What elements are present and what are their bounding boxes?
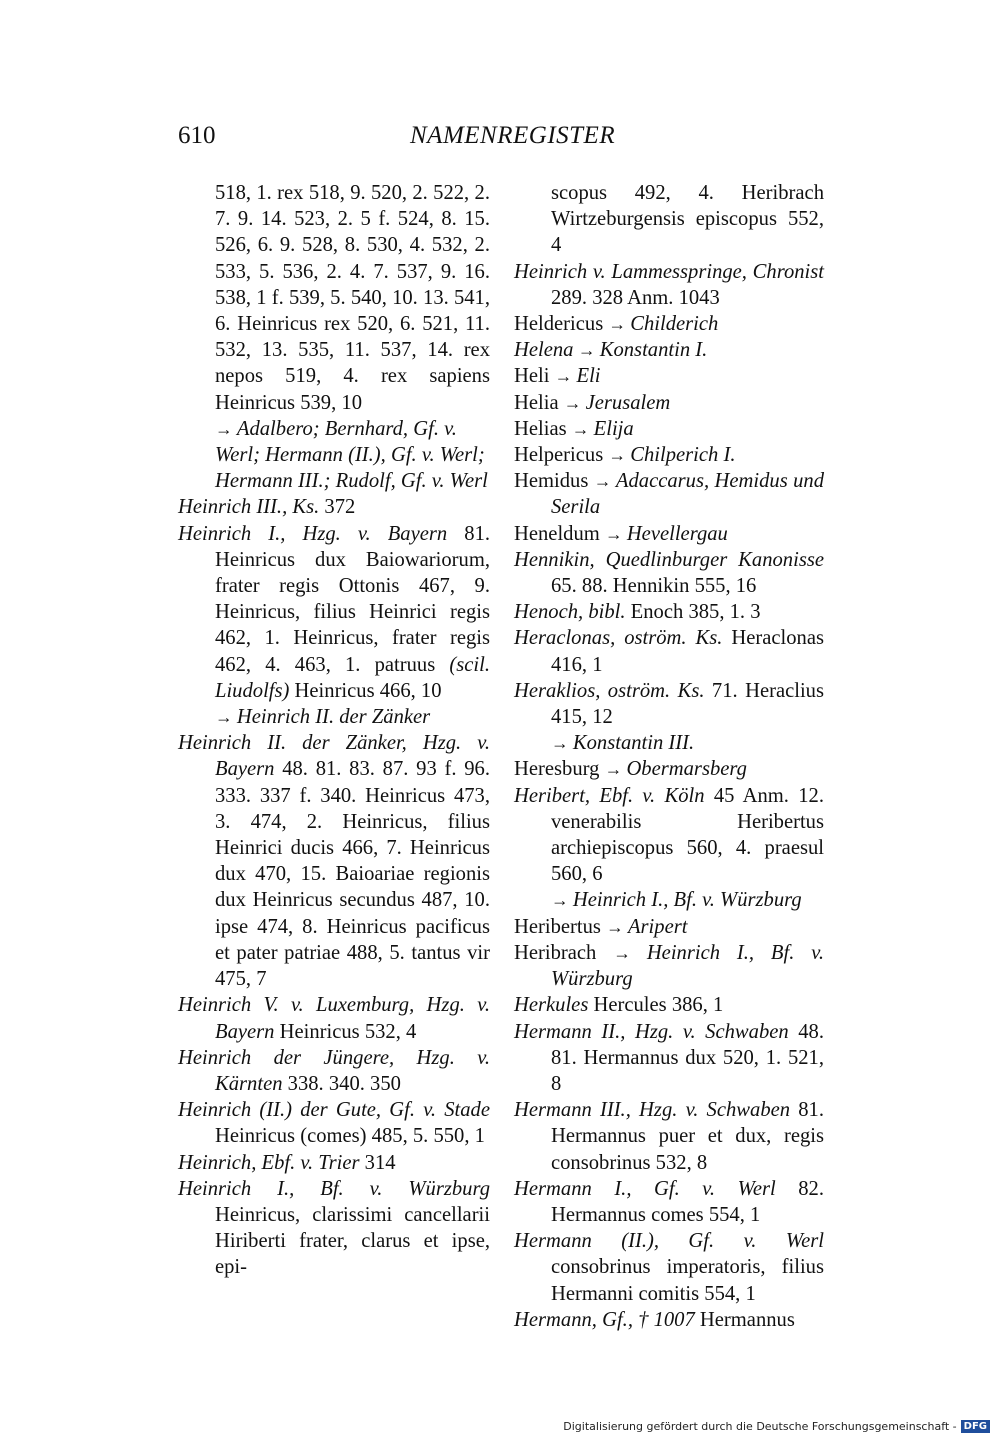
index-entry [178,730,490,992]
entry-lemma: Henoch, bibl. [514,601,626,624]
entry-lemma: Helena [514,339,574,362]
entry-lemma: Konstantin III. [572,732,695,755]
entry-continuation [178,180,490,416]
entry-text: Hemidus [514,470,594,493]
arrow-right-icon: → [573,340,600,361]
entry-lemma: Heinrich I., Hzg. v. Bayern [178,522,448,545]
arrow-right-icon: → [608,314,631,335]
entry-lemma: Heinrich (II.) der Gute, Gf. v. Stade [178,1099,490,1122]
entry-text: Enoch 385, 1. 3 [625,601,761,624]
entry-lemma: Obermarsberg [626,758,747,781]
entry-text: Heldericus [514,313,609,336]
entry-text: Heinricus (comes) 485, 5. 550, 1 [215,1125,485,1148]
entry-lemma: Hermann, Gf., † 1007 [514,1308,695,1331]
arrow-right-icon: → [593,471,616,492]
entry-text: 48. 81. 83. 87. 93 f. 96. 333. 337 f. 340. Heinricus 473, 3. 474, 2. Heinricus, filius Heinrici ducis 466, 7. Heinricus dux 470, 15. Baioariae regionis dux Heinricus secundus 487, 10. ipse 474, 8. Heinricus pacificus et pater patriae 488, 5. tantus vir 475, 7 [215,758,490,991]
entry-text: Helias [514,417,572,440]
index-entry [514,337,824,363]
cross-reference [514,730,824,756]
index-entry [514,1307,824,1333]
entry-lemma: Hevellergau [626,522,728,545]
arrow-right-icon: → [604,759,627,780]
index-entry [178,1097,490,1149]
entry-lemma: Hermann III., Hzg. v. Schwaben [514,1099,791,1122]
entry-text: 289. 328 Anm. 1043 [551,286,720,309]
entry-lemma: Heraklios, oström. Ks. [514,679,705,702]
entry-lemma: Heraclonas, oström. Ks. [514,627,723,650]
entry-lemma: Chilperich I. [630,444,736,467]
entry-text: Heribrach [514,941,614,964]
entry-lemma: Adaccarus, Hemidus und Serila [551,470,825,519]
entry-lemma: Konstantin I. [599,339,708,362]
entry-lemma: Heinrich II. der Zänker [236,706,431,729]
entry-lemma: Heinrich III., Ks. [178,496,320,519]
index-entry [514,521,824,547]
entry-lemma: Heinrich v. Lammesspringe, Chronist [514,260,824,283]
entry-lemma: Hermann I., Gf. v. Werl [514,1177,776,1200]
entry-text: 45 Anm. 12. venerabilis Heribertus archiepiscopus 560, 4. praesul 560, 6 [551,784,824,886]
arrow-right-icon: → [563,392,586,413]
entry-text: 338. 340. 350 [282,1072,401,1095]
index-entry [514,442,824,468]
index-entry [514,756,824,782]
entry-text: Heinricus 466, 10 [289,679,442,702]
index-entry [178,1045,490,1097]
entry-text: Hermannus [694,1308,795,1331]
index-column-right [514,180,824,1333]
entry-lemma: Childerich [630,313,719,336]
entry-lemma: Heinrich, Ebf. v. Trier [178,1151,360,1174]
index-entry [514,783,824,888]
entry-text: Hercules 386, 1 [588,994,724,1017]
entry-lemma: Eli [576,365,601,388]
entry-text: 82. Hermannus comes 554, 1 [551,1177,824,1226]
arrow-right-icon: → [606,916,628,937]
index-entry [178,494,490,520]
entry-text: Heli [514,365,555,388]
entry-lemma: Adalbero; Bernhard, Gf. v. Werl; Hermann (II.), Gf. v. Werl; Hermann III.; Rudolf, Gf. v. Werl [215,417,488,493]
entry-lemma: Jerusalem [585,391,671,414]
entry-text: Heraclonas 416, 1 [551,627,824,676]
entry-lemma: Hennikin, Quedlinburger Kanonisse [514,548,824,571]
entry-text: 81. Heinricus dux Baiowariorum, frater regis Ottonis 467, 9. Heinricus, filius Heinrici regis 462, 1. Heinricus, frater regis 462, 4. 463, 1. patruus [215,522,491,676]
entry-text: Helpericus [514,444,609,467]
index-entry [178,521,490,704]
index-entry [514,940,824,992]
entry-lemma: Herkules [514,994,589,1017]
entry-lemma: Heinrich II. der Zänker, Hzg. v. Bayern [178,732,490,781]
index-column-left [178,180,490,1281]
entry-lemma: Heinrich V. v. Luxemburg, Hzg. v. Bayern [178,994,490,1043]
entry-lemma: Heinrich I., Bf. v. Würzburg [572,889,802,912]
dfg-logo: DFG [961,1420,990,1433]
entry-text: 314 [359,1151,396,1174]
cross-reference [178,416,490,495]
index-entry [514,1228,824,1307]
index-entry [514,311,824,337]
entry-lemma: Hermann II., Hzg. v. Schwaben [514,1020,789,1043]
index-entry [514,416,824,442]
entry-lemma: Hermann (II.), Gf. v. Werl [514,1230,824,1253]
entry-text: Heribertus [514,915,607,938]
arrow-right-icon: → [215,418,237,439]
entry-lemma: Heinrich I., Bf. v. Würzburg [178,1177,490,1200]
footer-credit [563,1420,990,1433]
entry-text: Heneldum [514,522,605,545]
entry-text: 48. 81. Hermannus dux 520, 1. 521, 8 [551,1020,824,1095]
entry-text: Heinricus 532, 4 [274,1020,417,1043]
index-entry [514,678,824,730]
index-entry [514,390,824,416]
entry-continuation [514,180,824,259]
index-entry [514,547,824,599]
entry-text: Heresburg [514,758,605,781]
entry-text: consobrinus imperatoris, filius Hermanni comitis 554, 1 [551,1256,824,1305]
entry-text: 65. 88. Hennikin 555, 16 [551,575,757,598]
entry-text: 81. Hermannus puer et dux, regis consobrinus 532, 8 [551,1099,824,1174]
arrow-right-icon: → [613,942,647,963]
entry-text: scopus 492, 4. Heribrach Wirtzeburgensis episcopus 552, 4 [551,182,824,257]
entry-text: 518, 1. rex 518, 9. 520, 2. 522, 2. 7. 9. 14. 523, 2. 5 f. 524, 8. 15. 526, 6. 9. 528, 8. 530, 4. 532, 2. 533, 5. 536, 2. 4. 7. 537, 9. 16. 538, 1 f. 539, 5. 540, 10. 13. 541, 6. Heinricus rex 520, 6. 521, 11. 532, 13. 535, 11. 537, 14. rex nepos 519, 4. rex sapiens Heinricus 539, 10 [215,182,490,414]
index-entry [178,1176,490,1281]
arrow-right-icon: → [604,523,627,544]
entry-text: Heinricus, clarissimi cancellarii Hiriberti frater, clarus et ipse, epi- [215,1203,490,1279]
index-entry [514,259,824,311]
entry-lemma: (scil. Liudolfs) [215,653,490,702]
arrow-right-icon: → [571,418,594,439]
entry-lemma: Heribert, Ebf. v. Köln [514,784,705,807]
cross-reference [178,704,490,730]
index-entry [514,599,824,625]
entry-lemma: Heinrich der Jüngere, Hzg. v. Kärnten [178,1046,490,1095]
index-entry [514,992,824,1018]
cross-reference [514,887,824,913]
entry-lemma: Heinrich I., Bf. v. Würzburg [551,941,825,991]
index-entry [514,1097,824,1176]
entry-lemma: Elija [593,417,634,440]
index-entry [514,1176,824,1228]
footer-text: Digitalisierung gefördert durch die Deutsche Forschungsgemeinschaft - [563,1420,957,1433]
page-header-title: NAMENREGISTER [410,122,616,149]
arrow-right-icon: → [554,366,577,387]
index-entry [514,468,824,520]
index-entry [514,363,824,389]
arrow-right-icon: → [608,445,631,466]
index-entry [178,1150,490,1176]
entry-text: 372 [319,496,356,519]
index-entry [514,1019,824,1098]
arrow-right-icon: → [551,733,573,754]
arrow-right-icon: → [551,890,573,911]
arrow-right-icon: → [215,707,237,728]
page-number: 610 [178,122,216,149]
entry-lemma: Aripert [627,915,688,938]
entry-text: Helia [514,391,564,414]
index-entry [514,914,824,940]
index-entry [178,992,490,1044]
entry-text: 71. Heraclius 415, 12 [551,679,824,729]
index-entry [514,625,824,677]
